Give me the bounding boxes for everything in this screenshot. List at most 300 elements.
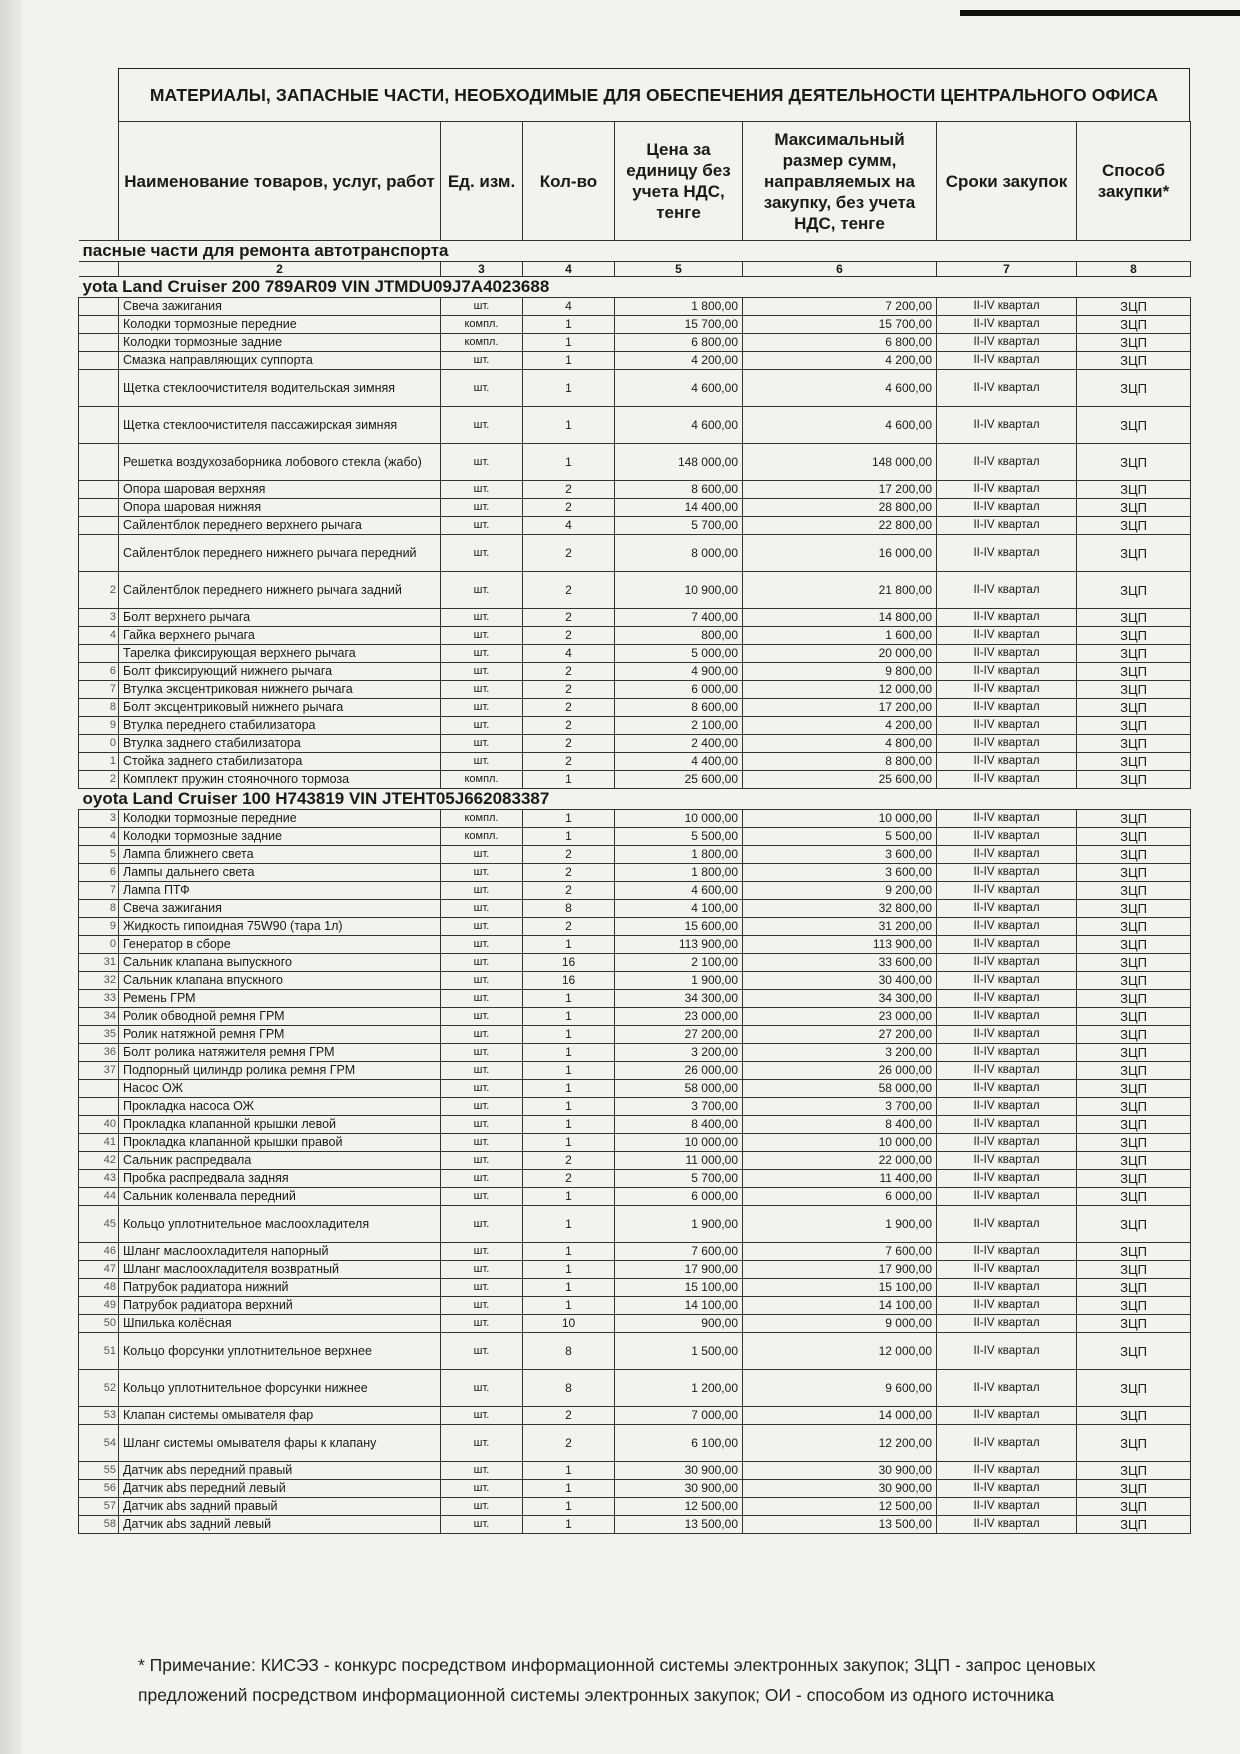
section-row <box>79 241 1191 262</box>
item-method: ЗЦП <box>1077 864 1191 882</box>
item-qty: 1 <box>523 1480 615 1498</box>
row-number: 40 <box>79 1116 119 1134</box>
item-price: 4 600,00 <box>615 370 743 407</box>
row-number: 53 <box>79 1407 119 1425</box>
item-max-sum: 4 800,00 <box>743 735 937 753</box>
item-max-sum: 30 900,00 <box>743 1480 937 1498</box>
row-number: 42 <box>79 1152 119 1170</box>
vehicle-group-row <box>79 277 1191 298</box>
item-name: Сайлентблок переднего нижнего рычага передний <box>119 535 441 572</box>
row-number <box>79 645 119 663</box>
item-price: 58 000,00 <box>615 1080 743 1098</box>
vehicle-items <box>79 810 1191 1534</box>
item-term: II-IV квартал <box>937 535 1077 572</box>
vehicle-label: yota Land Cruiser 200 789AR09 VIN JTMDU09J7A4023688 <box>79 277 1191 298</box>
item-qty: 1 <box>523 1462 615 1480</box>
item-name: Решетка воздухозаборника лобового стекла (жабо) <box>119 444 441 481</box>
item-name: Втулка эксцентриковая нижнего рычага <box>119 681 441 699</box>
item-unit: шт. <box>441 1425 523 1462</box>
item-unit: шт. <box>441 481 523 499</box>
item-max-sum: 8 400,00 <box>743 1116 937 1134</box>
table-row <box>79 370 1191 407</box>
row-number: 37 <box>79 1062 119 1080</box>
item-term: II-IV квартал <box>937 846 1077 864</box>
item-name: Сальник клапана выпускного <box>119 954 441 972</box>
row-number: 31 <box>79 954 119 972</box>
item-term: II-IV квартал <box>937 954 1077 972</box>
item-method: ЗЦП <box>1077 918 1191 936</box>
row-number <box>79 535 119 572</box>
item-qty: 1 <box>523 1516 615 1534</box>
item-name: Колодки тормозные задние <box>119 828 441 846</box>
row-number: 3 <box>79 810 119 828</box>
item-term: II-IV квартал <box>937 828 1077 846</box>
table-row <box>79 828 1191 846</box>
section-label: пасные части для ремонта автотранспорта <box>79 241 1191 262</box>
table-row <box>79 936 1191 954</box>
item-qty: 2 <box>523 846 615 864</box>
row-number: 49 <box>79 1297 119 1315</box>
row-number: 0 <box>79 936 119 954</box>
item-term: II-IV квартал <box>937 990 1077 1008</box>
item-price: 27 200,00 <box>615 1026 743 1044</box>
item-method: ЗЦП <box>1077 1315 1191 1333</box>
item-term: II-IV квартал <box>937 1279 1077 1297</box>
item-term: II-IV квартал <box>937 864 1077 882</box>
item-method: ЗЦП <box>1077 954 1191 972</box>
item-price: 5 700,00 <box>615 1170 743 1188</box>
item-method: ЗЦП <box>1077 481 1191 499</box>
item-name: Шланг маслоохладителя возвратный <box>119 1261 441 1279</box>
item-max-sum: 3 700,00 <box>743 1098 937 1116</box>
item-term: II-IV квартал <box>937 663 1077 681</box>
item-price: 3 200,00 <box>615 1044 743 1062</box>
table-row <box>79 352 1191 370</box>
item-name: Опора шаровая нижняя <box>119 499 441 517</box>
table-row <box>79 298 1191 316</box>
item-unit: шт. <box>441 370 523 407</box>
item-term: II-IV квартал <box>937 1188 1077 1206</box>
row-number <box>79 1080 119 1098</box>
item-term: II-IV квартал <box>937 316 1077 334</box>
item-price: 4 100,00 <box>615 900 743 918</box>
item-term: II-IV квартал <box>937 1261 1077 1279</box>
item-max-sum: 26 000,00 <box>743 1062 937 1080</box>
item-method: ЗЦП <box>1077 717 1191 735</box>
item-price: 5 700,00 <box>615 517 743 535</box>
item-name: Прокладка клапанной крышки правой <box>119 1134 441 1152</box>
item-method: ЗЦП <box>1077 298 1191 316</box>
item-qty: 1 <box>523 1044 615 1062</box>
item-name: Подпорный цилиндр ролика ремня ГРМ <box>119 1062 441 1080</box>
item-price: 1 900,00 <box>615 1206 743 1243</box>
table-row <box>79 663 1191 681</box>
item-max-sum: 7 600,00 <box>743 1243 937 1261</box>
item-term: II-IV квартал <box>937 609 1077 627</box>
header-method: Способ закупки* <box>1077 122 1191 241</box>
item-unit: компл. <box>441 771 523 789</box>
item-unit: шт. <box>441 352 523 370</box>
item-name: Патрубок радиатора нижний <box>119 1279 441 1297</box>
item-price: 11 000,00 <box>615 1152 743 1170</box>
item-term: II-IV квартал <box>937 771 1077 789</box>
row-number <box>79 298 119 316</box>
item-method: ЗЦП <box>1077 334 1191 352</box>
row-number: 47 <box>79 1261 119 1279</box>
item-name: Болт эксцентриковый нижнего рычага <box>119 699 441 717</box>
row-number <box>79 517 119 535</box>
table-row <box>79 1243 1191 1261</box>
item-qty: 2 <box>523 864 615 882</box>
item-qty: 2 <box>523 609 615 627</box>
item-term: II-IV квартал <box>937 1370 1077 1407</box>
item-max-sum: 33 600,00 <box>743 954 937 972</box>
item-max-sum: 14 000,00 <box>743 1407 937 1425</box>
item-name: Пробка распредвала задняя <box>119 1170 441 1188</box>
item-unit: шт. <box>441 1044 523 1062</box>
item-name: Лампы дальнего света <box>119 864 441 882</box>
item-unit: шт. <box>441 681 523 699</box>
item-unit: шт. <box>441 1080 523 1098</box>
item-name: Датчик abs задний правый <box>119 1498 441 1516</box>
item-method: ЗЦП <box>1077 882 1191 900</box>
header-qty: Кол-во <box>523 122 615 241</box>
item-max-sum: 31 200,00 <box>743 918 937 936</box>
item-unit: шт. <box>441 499 523 517</box>
table-row <box>79 753 1191 771</box>
item-qty: 1 <box>523 1188 615 1206</box>
table-row <box>79 972 1191 990</box>
item-price: 6 000,00 <box>615 1188 743 1206</box>
item-term: II-IV квартал <box>937 900 1077 918</box>
item-price: 900,00 <box>615 1315 743 1333</box>
item-unit: шт. <box>441 1188 523 1206</box>
item-price: 2 400,00 <box>615 735 743 753</box>
item-qty: 2 <box>523 1407 615 1425</box>
item-qty: 1 <box>523 352 615 370</box>
item-name: Прокладка насоса ОЖ <box>119 1098 441 1116</box>
item-unit: шт. <box>441 444 523 481</box>
item-method: ЗЦП <box>1077 572 1191 609</box>
item-name: Сальник коленвала передний <box>119 1188 441 1206</box>
item-max-sum: 12 000,00 <box>743 681 937 699</box>
item-method: ЗЦП <box>1077 936 1191 954</box>
item-price: 1 800,00 <box>615 298 743 316</box>
item-term: II-IV квартал <box>937 1425 1077 1462</box>
item-name: Лампа ближнего света <box>119 846 441 864</box>
item-max-sum: 30 900,00 <box>743 1462 937 1480</box>
item-name: Колодки тормозные задние <box>119 334 441 352</box>
item-price: 2 100,00 <box>615 954 743 972</box>
item-qty: 2 <box>523 699 615 717</box>
item-unit: компл. <box>441 810 523 828</box>
item-qty: 1 <box>523 1080 615 1098</box>
row-number <box>79 499 119 517</box>
item-price: 30 900,00 <box>615 1480 743 1498</box>
item-unit: шт. <box>441 1243 523 1261</box>
item-qty: 2 <box>523 663 615 681</box>
table-row <box>79 1188 1191 1206</box>
item-term: II-IV квартал <box>937 1026 1077 1044</box>
table-row <box>79 681 1191 699</box>
item-method: ЗЦП <box>1077 1480 1191 1498</box>
item-price: 25 600,00 <box>615 771 743 789</box>
item-name: Гайка верхнего рычага <box>119 627 441 645</box>
item-max-sum: 9 200,00 <box>743 882 937 900</box>
item-max-sum: 11 400,00 <box>743 1170 937 1188</box>
item-qty: 1 <box>523 370 615 407</box>
item-term: II-IV квартал <box>937 918 1077 936</box>
item-price: 10 000,00 <box>615 1134 743 1152</box>
item-price: 34 300,00 <box>615 990 743 1008</box>
item-name: Комплект пружин стояночного тормоза <box>119 771 441 789</box>
item-price: 4 600,00 <box>615 407 743 444</box>
item-unit: шт. <box>441 535 523 572</box>
item-term: II-IV квартал <box>937 334 1077 352</box>
item-price: 4 200,00 <box>615 352 743 370</box>
item-max-sum: 9 800,00 <box>743 663 937 681</box>
scan-mark <box>960 10 1240 16</box>
item-term: II-IV квартал <box>937 1498 1077 1516</box>
table-row <box>79 846 1191 864</box>
item-max-sum: 3 200,00 <box>743 1044 937 1062</box>
item-unit: шт. <box>441 1152 523 1170</box>
item-method: ЗЦП <box>1077 1297 1191 1315</box>
item-qty: 2 <box>523 627 615 645</box>
item-method: ЗЦП <box>1077 1152 1191 1170</box>
item-price: 5 000,00 <box>615 645 743 663</box>
item-method: ЗЦП <box>1077 846 1191 864</box>
item-max-sum: 6 800,00 <box>743 334 937 352</box>
item-max-sum: 4 600,00 <box>743 370 937 407</box>
item-term: II-IV квартал <box>937 1206 1077 1243</box>
item-method: ЗЦП <box>1077 1044 1191 1062</box>
table-row <box>79 1498 1191 1516</box>
row-number: 52 <box>79 1370 119 1407</box>
table-row <box>79 1098 1191 1116</box>
item-qty: 1 <box>523 828 615 846</box>
table-row <box>79 1297 1191 1315</box>
item-unit: шт. <box>441 699 523 717</box>
table-row <box>79 1044 1191 1062</box>
item-price: 6 100,00 <box>615 1425 743 1462</box>
item-term: II-IV квартал <box>937 370 1077 407</box>
item-unit: шт. <box>441 717 523 735</box>
table-row <box>79 1315 1191 1333</box>
item-price: 23 000,00 <box>615 1008 743 1026</box>
item-qty: 2 <box>523 572 615 609</box>
item-term: II-IV квартал <box>937 1062 1077 1080</box>
item-qty: 8 <box>523 1333 615 1370</box>
item-max-sum: 10 000,00 <box>743 810 937 828</box>
item-unit: шт. <box>441 1407 523 1425</box>
item-price: 14 400,00 <box>615 499 743 517</box>
column-number-blank <box>79 262 119 277</box>
item-method: ЗЦП <box>1077 1462 1191 1480</box>
item-unit: шт. <box>441 972 523 990</box>
item-qty: 2 <box>523 1170 615 1188</box>
table-row <box>79 1516 1191 1534</box>
row-number <box>79 481 119 499</box>
item-price: 4 900,00 <box>615 663 743 681</box>
item-qty: 1 <box>523 936 615 954</box>
item-unit: шт. <box>441 735 523 753</box>
item-method: ЗЦП <box>1077 699 1191 717</box>
item-method: ЗЦП <box>1077 1170 1191 1188</box>
item-term: II-IV квартал <box>937 627 1077 645</box>
item-price: 10 900,00 <box>615 572 743 609</box>
column-number: 2 <box>119 262 441 277</box>
item-term: II-IV квартал <box>937 1170 1077 1188</box>
table-row <box>79 954 1191 972</box>
item-name: Кольцо форсунки уплотнительное верхнее <box>119 1333 441 1370</box>
item-max-sum: 12 500,00 <box>743 1498 937 1516</box>
item-price: 15 700,00 <box>615 316 743 334</box>
procurement-table <box>78 121 1191 1534</box>
item-term: II-IV квартал <box>937 882 1077 900</box>
item-name: Кольцо уплотнительное маслоохладителя <box>119 1206 441 1243</box>
vehicle-group-row <box>79 789 1191 810</box>
item-qty: 1 <box>523 316 615 334</box>
row-number <box>79 370 119 407</box>
item-qty: 8 <box>523 1370 615 1407</box>
item-method: ЗЦП <box>1077 900 1191 918</box>
item-max-sum: 113 900,00 <box>743 936 937 954</box>
item-unit: шт. <box>441 1370 523 1407</box>
item-term: II-IV квартал <box>937 1516 1077 1534</box>
item-name: Ролик натяжной ремня ГРМ <box>119 1026 441 1044</box>
item-max-sum: 3 600,00 <box>743 846 937 864</box>
item-method: ЗЦП <box>1077 517 1191 535</box>
item-term: II-IV квартал <box>937 1080 1077 1098</box>
item-unit: компл. <box>441 316 523 334</box>
item-price: 10 000,00 <box>615 810 743 828</box>
row-number: 48 <box>79 1279 119 1297</box>
table-row <box>79 864 1191 882</box>
item-unit: шт. <box>441 663 523 681</box>
item-name: Втулка переднего стабилизатора <box>119 717 441 735</box>
table-row <box>79 699 1191 717</box>
item-qty: 1 <box>523 1297 615 1315</box>
item-max-sum: 9 000,00 <box>743 1315 937 1333</box>
item-term: II-IV квартал <box>937 444 1077 481</box>
item-method: ЗЦП <box>1077 1261 1191 1279</box>
item-name: Кольцо уплотнительное форсунки нижнее <box>119 1370 441 1407</box>
column-number: 4 <box>523 262 615 277</box>
item-qty: 2 <box>523 1425 615 1462</box>
item-name: Колодки тормозные передние <box>119 316 441 334</box>
item-term: II-IV квартал <box>937 352 1077 370</box>
item-term: II-IV квартал <box>937 572 1077 609</box>
table-row <box>79 572 1191 609</box>
item-method: ЗЦП <box>1077 1425 1191 1462</box>
table-row <box>79 1026 1191 1044</box>
table-row <box>79 882 1191 900</box>
item-max-sum: 8 800,00 <box>743 753 937 771</box>
item-name: Болт фиксирующий нижнего рычага <box>119 663 441 681</box>
vehicle-label: oyota Land Cruiser 100 H743819 VIN JTEHT05J662083387 <box>79 789 1191 810</box>
item-method: ЗЦП <box>1077 444 1191 481</box>
row-number <box>79 352 119 370</box>
item-max-sum: 3 600,00 <box>743 864 937 882</box>
header-num-cell <box>79 122 119 241</box>
table-row <box>79 334 1191 352</box>
item-method: ЗЦП <box>1077 1370 1191 1407</box>
item-qty: 1 <box>523 1098 615 1116</box>
item-term: II-IV квартал <box>937 1098 1077 1116</box>
item-name: Тарелка фиксирующая верхнего рычага <box>119 645 441 663</box>
row-number <box>79 1098 119 1116</box>
item-term: II-IV квартал <box>937 645 1077 663</box>
item-unit: шт. <box>441 1297 523 1315</box>
header-terms: Сроки закупок <box>937 122 1077 241</box>
table-row <box>79 499 1191 517</box>
item-max-sum: 12 200,00 <box>743 1425 937 1462</box>
item-term: II-IV квартал <box>937 753 1077 771</box>
row-number: 9 <box>79 717 119 735</box>
item-qty: 1 <box>523 1261 615 1279</box>
table-row <box>79 535 1191 572</box>
header-max-sum: Максимальный размер сумм, направляемых на закупку, без учета НДС, тенге <box>743 122 937 241</box>
row-number: 43 <box>79 1170 119 1188</box>
item-method: ЗЦП <box>1077 1062 1191 1080</box>
row-number: 44 <box>79 1188 119 1206</box>
item-price: 14 100,00 <box>615 1297 743 1315</box>
header-unit: Ед. изм. <box>441 122 523 241</box>
table-row <box>79 1333 1191 1370</box>
table-row <box>79 1008 1191 1026</box>
item-qty: 10 <box>523 1315 615 1333</box>
item-name: Колодки тормозные передние <box>119 810 441 828</box>
item-name: Шпилька колёсная <box>119 1315 441 1333</box>
item-method: ЗЦП <box>1077 1243 1191 1261</box>
item-name: Болт ролика натяжителя ремня ГРМ <box>119 1044 441 1062</box>
header-row <box>79 122 1191 241</box>
item-price: 1 900,00 <box>615 972 743 990</box>
column-number: 8 <box>1077 262 1191 277</box>
column-numbers-row <box>79 262 1191 277</box>
item-unit: шт. <box>441 954 523 972</box>
item-unit: шт. <box>441 298 523 316</box>
item-qty: 16 <box>523 954 615 972</box>
row-number: 58 <box>79 1516 119 1534</box>
row-number: 41 <box>79 1134 119 1152</box>
item-qty: 1 <box>523 1026 615 1044</box>
item-price: 15 600,00 <box>615 918 743 936</box>
item-qty: 1 <box>523 1206 615 1243</box>
item-max-sum: 27 200,00 <box>743 1026 937 1044</box>
item-method: ЗЦП <box>1077 316 1191 334</box>
table-row <box>79 1170 1191 1188</box>
item-unit: шт. <box>441 990 523 1008</box>
table-row <box>79 1425 1191 1462</box>
item-unit: шт. <box>441 627 523 645</box>
item-unit: шт. <box>441 1480 523 1498</box>
row-number: 1 <box>79 753 119 771</box>
row-number <box>79 444 119 481</box>
item-method: ЗЦП <box>1077 1516 1191 1534</box>
item-price: 4 600,00 <box>615 882 743 900</box>
item-max-sum: 6 000,00 <box>743 1188 937 1206</box>
item-qty: 1 <box>523 444 615 481</box>
row-number: 57 <box>79 1498 119 1516</box>
item-price: 6 800,00 <box>615 334 743 352</box>
vehicle-items <box>79 298 1191 789</box>
item-max-sum: 4 200,00 <box>743 352 937 370</box>
item-unit: шт. <box>441 882 523 900</box>
item-method: ЗЦП <box>1077 1080 1191 1098</box>
item-name: Жидкость гипоидная 75W90 (тара 1л) <box>119 918 441 936</box>
